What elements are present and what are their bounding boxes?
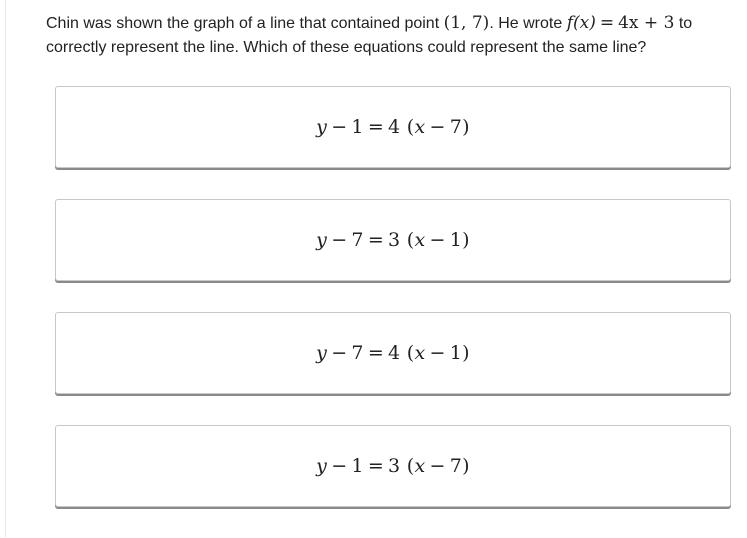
answer-choices (55, 86, 731, 538)
question-text (46, 11, 736, 60)
choice-equation: y − 7 = 4 (x − 1) (316, 342, 470, 364)
question-ending: to correctly represent the line. Which of these equations could represent the same line? (46, 15, 693, 56)
choice-equation: y − 1 = 3 (x − 7) (316, 455, 470, 477)
question-point: (1, 7) (443, 13, 490, 33)
function-expression: 4x + 3 (618, 13, 675, 33)
choice-equation: y − 7 = 3 (x − 1) (316, 229, 470, 251)
left-divider (5, 0, 6, 537)
answer-choice-3[interactable] (55, 312, 731, 394)
question-intro: Chin was shown the graph of a line that contained point (46, 15, 440, 32)
function-name: f(x) (566, 13, 596, 33)
answer-choice-1[interactable] (55, 86, 731, 168)
question-function: f(x) = 4x + 3 (566, 13, 675, 33)
answer-choice-4[interactable] (55, 425, 731, 507)
question-middle: . He wrote (489, 15, 563, 32)
answer-choice-2[interactable] (55, 199, 731, 281)
choice-equation: y − 1 = 4 (x − 7) (316, 116, 470, 138)
